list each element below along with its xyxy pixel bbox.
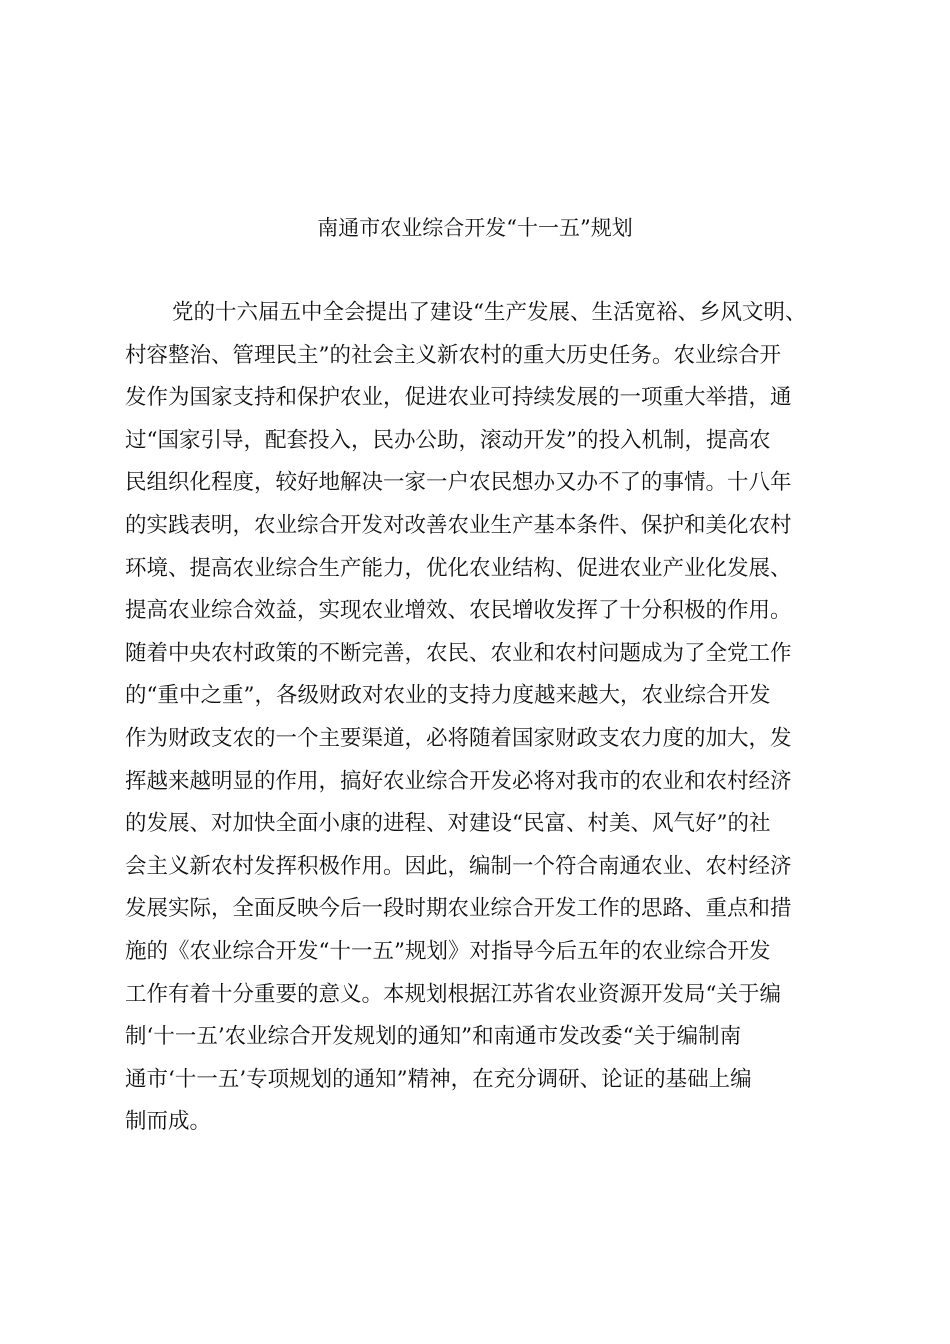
- paragraph-line: 村容整治、管理民主”的社会主义新农村的重大历史任务。农业综合开: [125, 342, 781, 368]
- body-paragraph: [125, 292, 845, 1144]
- paragraph-line: 民组织化程度，较好地解决一家一户农民想办又办不了的事情。十八年: [125, 470, 792, 496]
- paragraph-line: 党的十六届五中全会提出了建设“生产发展、生活宽裕、乡风文明、: [172, 300, 807, 325]
- paragraph-line: 环境、提高农业综合生产能力，优化农业结构、促进农业产业化发展、: [125, 555, 792, 581]
- paragraph-line: 会主义新农村发挥积极作用。因此，编制一个符合南通农业、农村经济: [125, 853, 792, 879]
- paragraph-line: 通市‘十一五’专项规划的通知”精神，在充分调研、论证的基础上编: [125, 1066, 752, 1092]
- paragraph-line: 的“重中之重”，各级财政对农业的支持力度越来越大，农业综合开发: [125, 683, 771, 709]
- paragraph-line: 的实践表明，农业综合开发对改善农业生产基本条件、保护和美化农村: [125, 512, 792, 538]
- document-title: 南通市农业综合开发“十一五”规划: [317, 216, 633, 240]
- paragraph-line: 提高农业综合效益，实现农业增效、农民增收发挥了十分积极的作用。: [125, 598, 792, 624]
- paragraph-line: 挥越来越明显的作用，搞好农业综合开发必将对我市的农业和农村经济: [125, 768, 792, 794]
- paragraph-line: 过“国家引导，配套投入，民办公助，滚动开发”的投入机制，提高农: [125, 427, 771, 453]
- paragraph-line: 发展实际，全面反映今后一段时期农业综合开发工作的思路、重点和措: [125, 896, 792, 922]
- paragraph-line: 随着中央农村政策的不断完善，农民、农业和农村问题成为了全党工作: [125, 640, 792, 666]
- paragraph-line: 作为财政支农的一个主要渠道，必将随着国家财政支农力度的加大，发: [125, 725, 792, 751]
- paragraph-line: 的发展、对加快全面小康的进程、对建设“民富、村美、风气好”的社: [125, 811, 771, 837]
- paragraph-line: 制而成。: [125, 1109, 212, 1135]
- paragraph-line: 施的《农业综合开发“十一五”规划》对指导今后五年的农业综合开发: [125, 938, 771, 964]
- paragraph-line: 工作有着十分重要的意义。本规划根据江苏省农业资源开发局“关于编: [125, 981, 781, 1007]
- paragraph-line: 制‘十一五’农业综合开发规划的通知”和南通市发改委“关于编制南: [125, 1024, 742, 1050]
- paragraph-line: 发作为国家支持和保护农业，促进农业可持续发展的一项重大举措，通: [125, 385, 792, 411]
